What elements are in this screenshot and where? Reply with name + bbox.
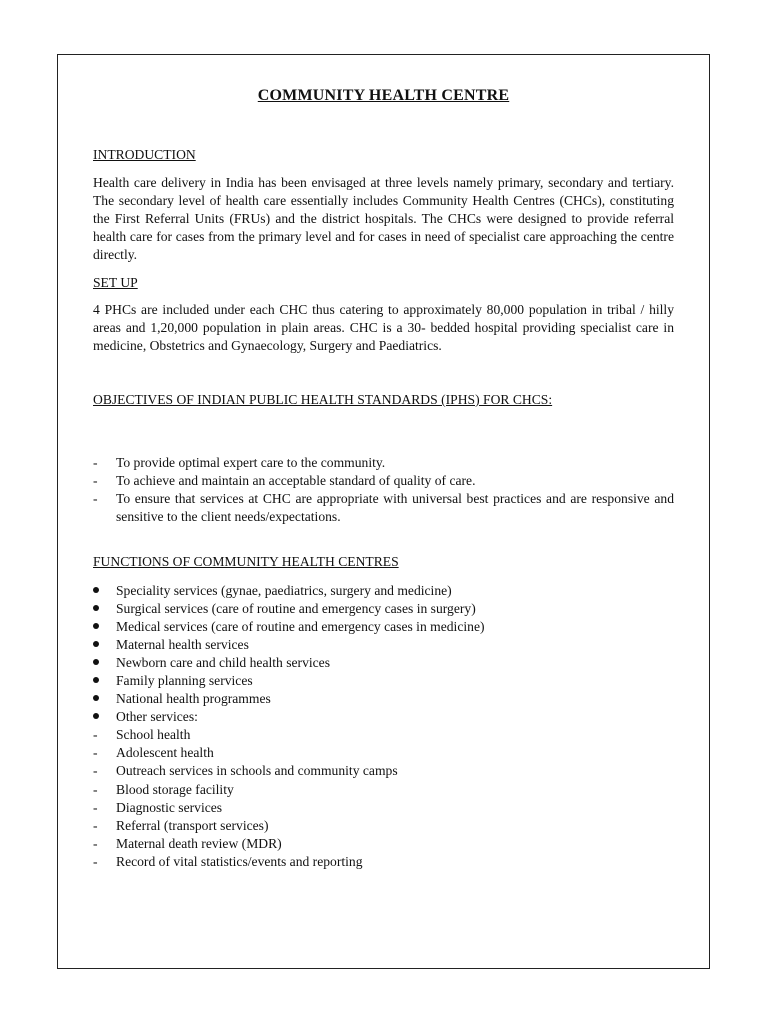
bullet-icon: [93, 618, 107, 636]
bullet-icon: [93, 708, 107, 726]
other-service-text: Blood storage facility: [116, 781, 234, 797]
list-item: [93, 654, 674, 672]
dash-marker: -: [93, 491, 98, 507]
list-item: [93, 600, 674, 618]
bullet-icon: [93, 654, 107, 672]
list-item: [93, 799, 674, 817]
dash-marker: -: [93, 727, 98, 743]
other-service-text: Referral (transport services): [116, 817, 269, 833]
function-text: Speciality services (gynae, paediatrics, surgery and medicine): [116, 582, 452, 598]
function-text: Maternal health services: [116, 636, 249, 652]
bullet-icon: [93, 636, 107, 654]
function-text: Family planning services: [116, 672, 253, 688]
function-text: Newborn care and child health services: [116, 654, 331, 670]
other-service-text: Adolescent health: [116, 745, 214, 761]
introduction-heading: INTRODUCTION: [93, 147, 196, 162]
objectives-heading: OBJECTIVES OF INDIAN PUBLIC HEALTH STANDARDS (IPHS) FOR CHCS:: [93, 391, 553, 407]
bullet-icon: [93, 582, 107, 600]
bullet-icon: [93, 672, 107, 690]
dash-marker: -: [93, 853, 98, 869]
list-item: [93, 762, 674, 780]
list-item: [93, 817, 674, 835]
objective-text: To ensure that services at CHC are appropriate with universal best practices and are responsive and sensitive to the client needs/expectations.: [116, 491, 674, 525]
list-item: [93, 454, 674, 472]
other-services-list: [93, 726, 674, 871]
function-text: Medical services (care of routine and emergency cases in medicine): [116, 618, 485, 634]
objectives-list: [93, 454, 674, 526]
list-item: [93, 708, 674, 871]
dash-marker: -: [93, 817, 98, 833]
other-service-text: Maternal death review (MDR): [116, 835, 282, 851]
setup-heading: SET UP: [93, 274, 138, 290]
list-item: [93, 582, 674, 600]
introduction-paragraph: Health care delivery in India has been envisaged at three levels namely primary, secondary and tertiary. The secondary level of health care essentially includes Community Health Centres (CHCs), constituting the First Referral Units (FRUs) and the district hospitals. The CHCs were designed to provide referral health care for cases from the primary level and for cases in need of specialist care approaching the centre directly.: [93, 175, 674, 263]
setup-paragraph: 4 PHCs are included under each CHC thus catering to approximately 80,000 population in tribal / hilly areas and 1,20,000 population in plain areas. CHC is a 30- bedded hospital providing specialist care in medicine, Obstetrics and Gynaecology, Surgery and Paediatrics.: [93, 301, 674, 353]
dash-marker: -: [93, 781, 98, 797]
document-title: COMMUNITY HEALTH CENTRE: [257, 87, 510, 104]
objective-text: To provide optimal expert care to the community.: [116, 455, 386, 471]
list-item: [93, 744, 674, 762]
dash-marker: -: [93, 835, 98, 851]
functions-heading: FUNCTIONS OF COMMUNITY HEALTH CENTRES: [93, 554, 399, 570]
dash-marker: -: [93, 763, 98, 779]
list-item: [93, 726, 674, 744]
document-body: [93, 86, 674, 871]
list-item: [93, 636, 674, 654]
other-service-text: Record of vital statistics/events and reporting: [116, 853, 363, 869]
list-item: [93, 690, 674, 708]
other-service-text: Diagnostic services: [116, 799, 223, 815]
function-text: National health programmes: [116, 691, 271, 707]
list-item: [93, 672, 674, 690]
list-item: [93, 853, 674, 871]
list-item: [93, 472, 674, 490]
list-item: [93, 781, 674, 799]
function-text: Other services:: [116, 709, 198, 725]
bullet-icon: [93, 600, 107, 618]
other-service-text: School health: [116, 727, 191, 743]
list-item: [93, 835, 674, 853]
objective-text: To achieve and maintain an acceptable standard of quality of care.: [116, 473, 476, 489]
dash-marker: -: [93, 473, 98, 489]
dash-marker: -: [93, 455, 98, 471]
bullet-icon: [93, 690, 107, 708]
dash-marker: -: [93, 799, 98, 815]
dash-marker: -: [93, 745, 98, 761]
list-item: [93, 490, 674, 526]
functions-list: [93, 582, 674, 872]
function-text: Surgical services (care of routine and emergency cases in surgery): [116, 600, 476, 616]
list-item: [93, 618, 674, 636]
other-service-text: Outreach services in schools and community camps: [116, 763, 398, 779]
